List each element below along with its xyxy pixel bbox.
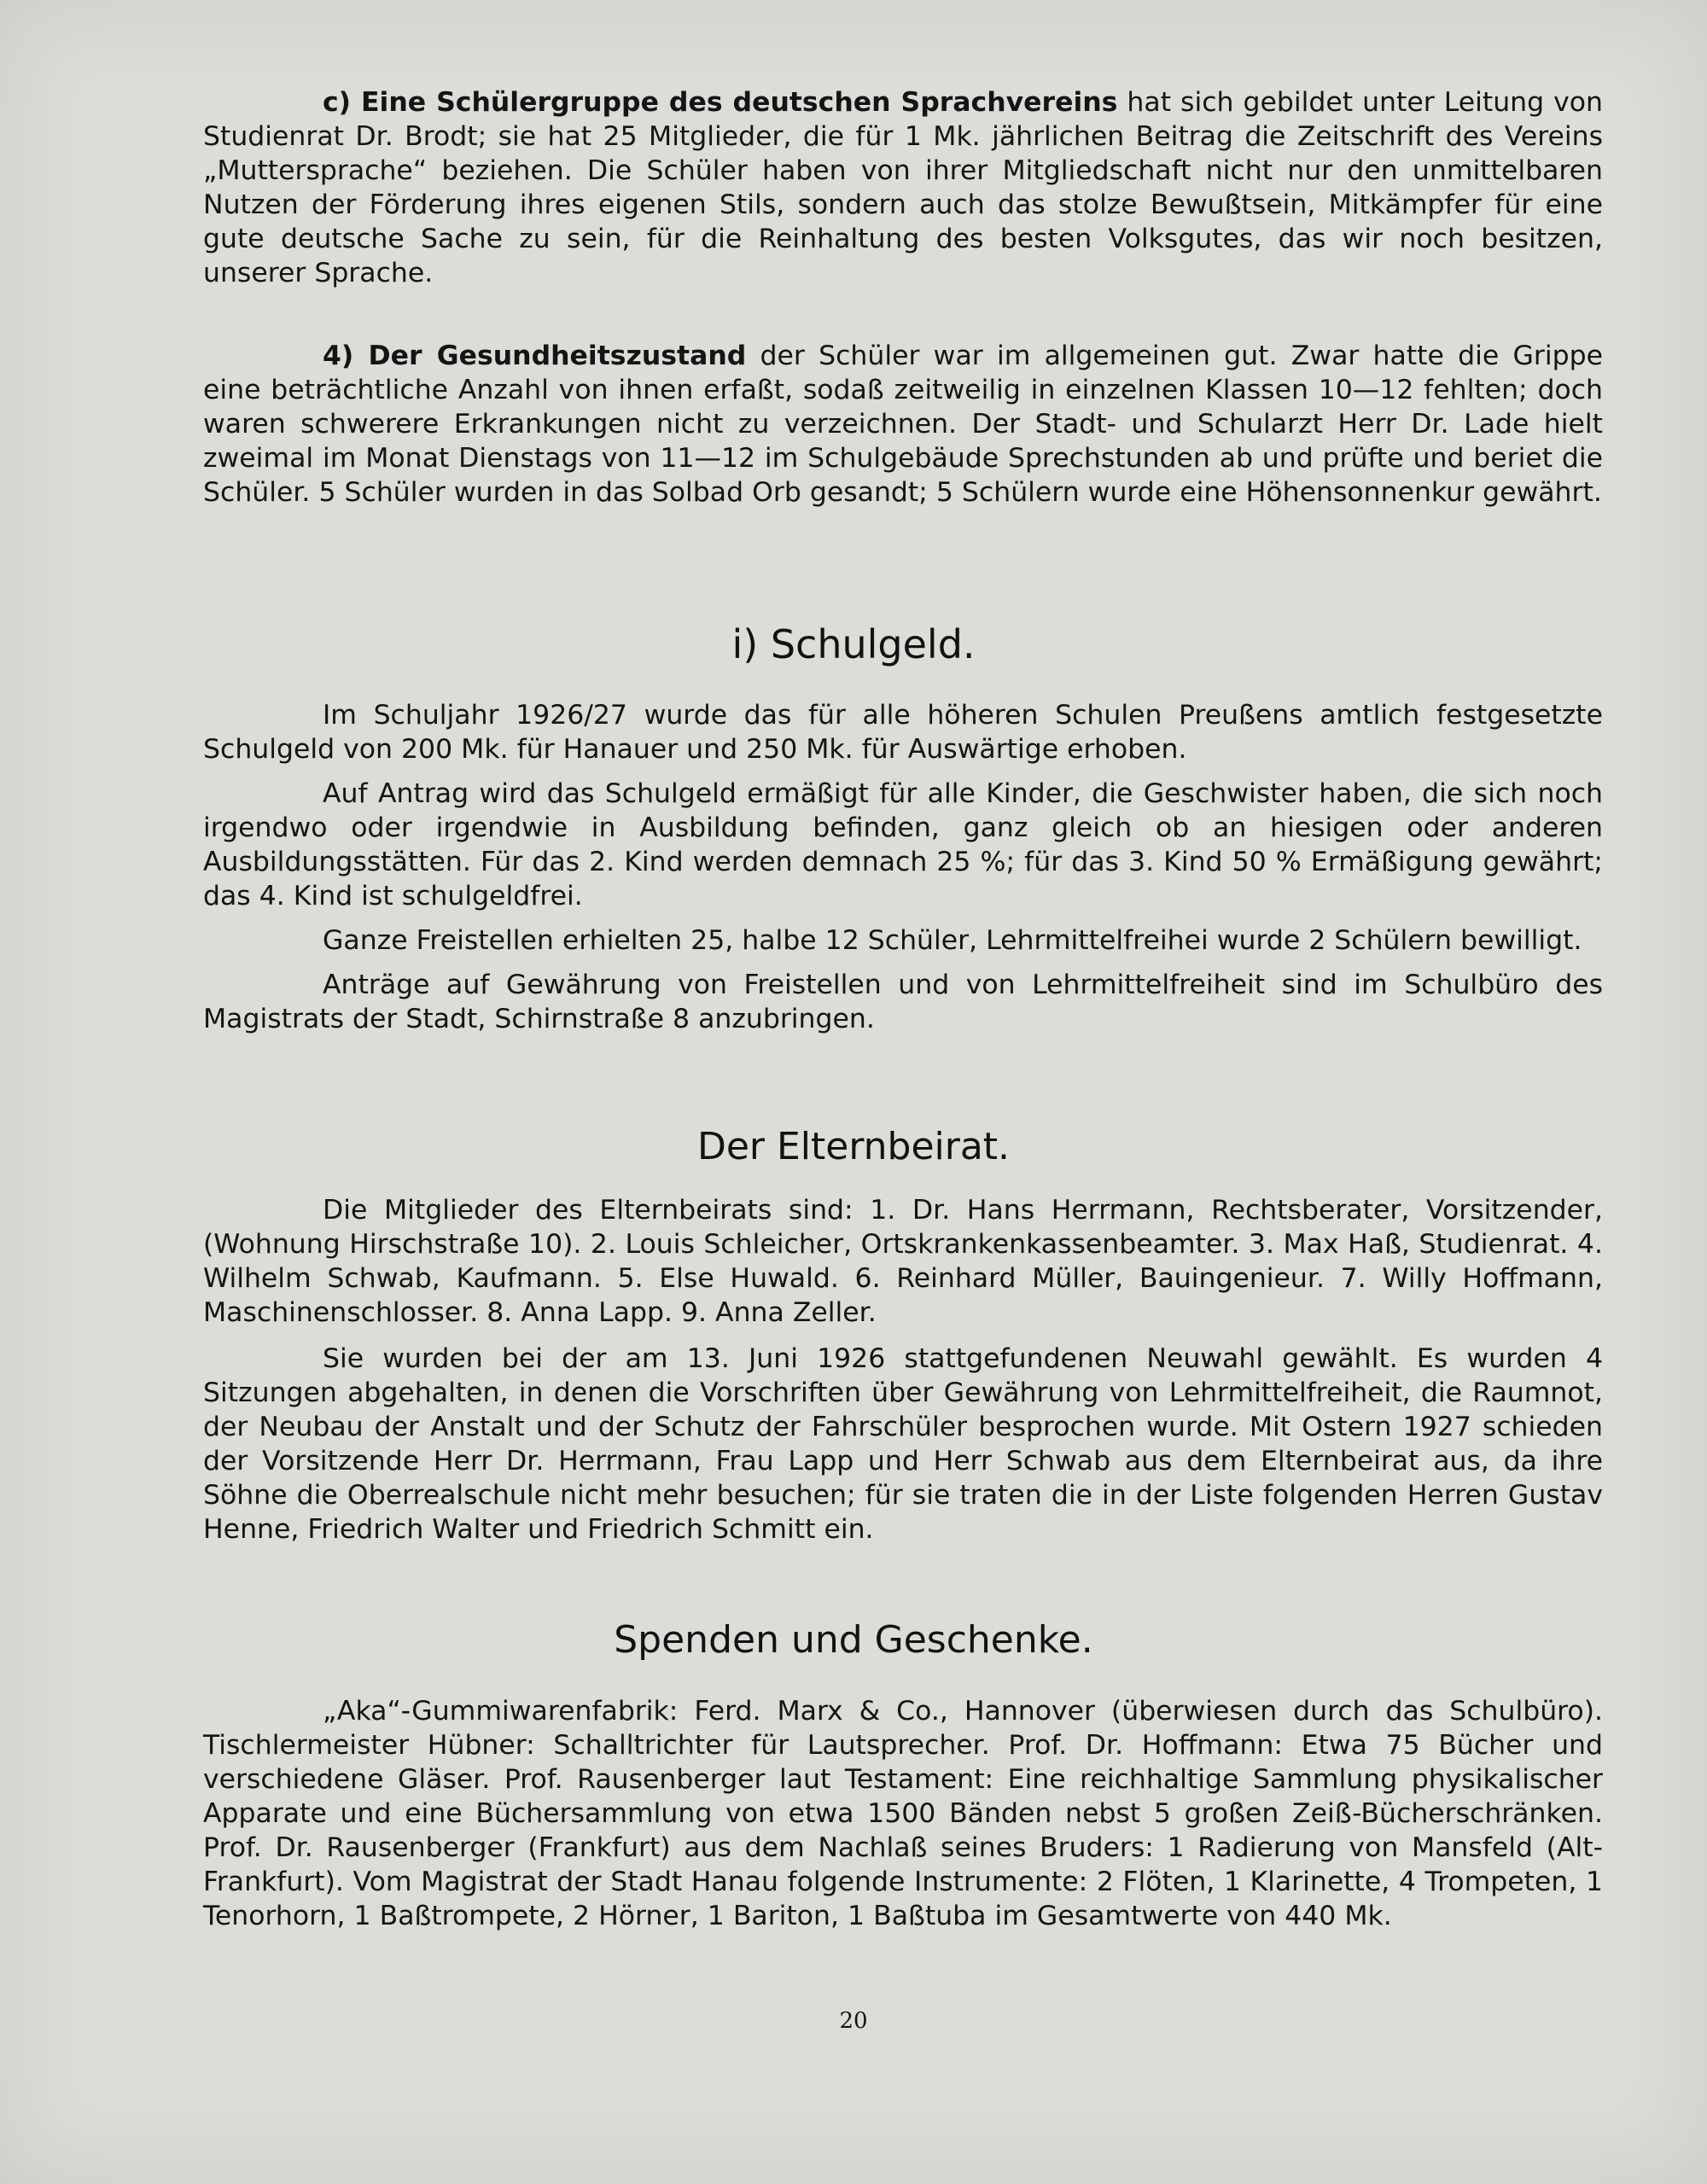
schulgeld-paragraph-4: Anträge auf Gewährung von Freistellen und von Lehrmittelfreiheit sind im Schulbüro des Magistrats der Stadt, Schirnstraße 8 anzubringen. bbox=[203, 970, 1603, 1034]
section-c-text: hat sich gebildet unter Leitung von Studienrat Dr. Brodt; sie hat 25 Mitglieder, die für 1 Mk. jährlichen Beitrag die Zeitschrift des Vereins „Muttersprache“ beziehen. Die Schüler haben von ihrer Mitgliedschaft nicht nur den unmittelbaren Nutzen der Förderung ihres eigenen Stils, sondern auch das stolze Bewußtsein, Mitkämpfer für eine gute deutsche Sache zu sein, für die Reinhaltung des besten Volksgutes, das wir noch besitzen, unserer Sprache. bbox=[203, 87, 1603, 288]
section-c-lead: c) Eine Schülergruppe des deutschen Sprachvereins bbox=[323, 87, 1118, 118]
section-4-paragraph bbox=[203, 339, 1603, 510]
spenden-block bbox=[203, 1694, 1603, 1933]
schulgeld-paragraph-1: Im Schuljahr 1926/27 wurde das für alle höheren Schulen Preußens amtlich festgesetzte Schulgeld von 200 Mk. für Hanauer und 250 Mk. für Auswärtige erhoben. bbox=[203, 700, 1603, 765]
spenden-heading: Spenden und Geschenke. bbox=[614, 1618, 1093, 1662]
elternbeirat-paragraph-1: Die Mitglieder des Elternbeirats sind: 1. Dr. Hans Herrmann, Rechtsberater, Vorsitzender, (Wohnung Hirschstraße 10). 2. Louis Schleicher, Ortskrankenkassenbeamter. 3. Max Haß, Studienrat. 4. Wilhelm Schwab, Kaufmann. 5. Else Huwald. 6. Reinhard Müller, Bauingenieur. 7. Willy Hoffmann, Maschinenschlosser. 8. Anna Lapp. 9. Anna Zeller. bbox=[203, 1195, 1603, 1328]
elternbeirat-heading: Der Elternbeirat. bbox=[696, 1125, 1011, 1168]
schulgeld-paragraph-3: Ganze Freistellen erhielten 25, halbe 12 Schüler, Lehrmittelfreihei wurde 2 Schülern bewilligt. bbox=[323, 925, 1582, 956]
section-4-lead: 4) Der Gesundheitszustand bbox=[323, 341, 747, 371]
page-number: 20 bbox=[839, 2008, 868, 2034]
section-4-text: der Schüler war im allgemeinen gut. Zwar hatte die Grippe eine beträchtliche Anzahl von ihnen erfaßt, sodaß zeitweilig in einzelnen Klassen 10—12 fehlten; doch waren schwerere Erkrankungen nicht zu verzeichnen. Der Stadt- und Schularzt Herr Dr. Lade hielt zweimal im Monat Dienstags von 11—12 im Schulgebäude Sprechstunden ab und prüfte und beriet die Schüler. 5 Schüler wurden in das Solbad Orb gesandt; 5 Schülern wurde eine Höhensonnenkur gewährt. bbox=[203, 341, 1603, 508]
schulgeld-heading: i) Schulgeld. bbox=[731, 621, 976, 667]
section-c-paragraph bbox=[203, 85, 1603, 290]
elternbeirat-paragraph-2: Sie wurden bei der am 13. Juni 1926 stattgefundenen Neuwahl gewählt. Es wurden 4 Sitzungen abgehalten, in denen die Vorschriften über Gewährung von Lehrmittelfreiheit, die Raumnot, der Neubau der Anstalt und der Schutz der Fahrschüler besprochen wurde. Mit Ostern 1927 schieden der Vorsitzende Herr Dr. Herrmann, Frau Lapp und Herr Schwab aus dem Elternbeirat aus, da ihre Söhne die Oberrealschule nicht mehr besuchen; für sie traten die in der Liste folgenden Herren Gustav Henne, Friedrich Walter und Friedrich Schmitt ein. bbox=[203, 1343, 1603, 1545]
elternbeirat-block bbox=[203, 1193, 1603, 1546]
section-c-block bbox=[203, 85, 1603, 290]
schulgeld-block bbox=[203, 698, 1603, 1036]
spenden-paragraph: „Aka“-Gummiwarenfabrik: Ferd. Marx & Co., Hannover (überwiesen durch das Schulbüro). Tischlermeister Hübner: Schalltrichter für Lautsprecher. Prof. Dr. Hoffmann: Etwa 75 Bücher und verschiedene Gläser. Prof. Rausenberger laut Testament: Eine reichhaltige Sammlung physikalischer Apparate und eine Büchersammlung von etwa 1500 Bänden nebst 5 großen Zeiß-Bücherschränken. Prof. Dr. Rausenberger (Frankfurt) aus dem Nachlaß seines Bruders: 1 Radierung von Mansfeld (Alt-Frankfurt). Vom Magistrat der Stadt Hanau folgende Instrumente: 2 Flöten, 1 Klarinette, 4 Trompeten, 1 Tenorhorn, 1 Baßtrompete, 2 Hörner, 1 Bariton, 1 Baßtuba im Gesamtwerte von 440 Mk. bbox=[203, 1696, 1603, 1931]
section-4-block bbox=[203, 339, 1603, 510]
schulgeld-paragraph-2: Auf Antrag wird das Schulgeld ermäßigt für alle Kinder, die Geschwister haben, die sich noch irgendwo oder irgendwie in Ausbildung befinden, ganz gleich ob an hiesigen oder anderen Ausbildungsstätten. Für das 2. Kind werden demnach 25 %; für das 3. Kind 50 % Ermäßigung gewährt; das 4. Kind ist schulgeldfrei. bbox=[203, 778, 1603, 911]
